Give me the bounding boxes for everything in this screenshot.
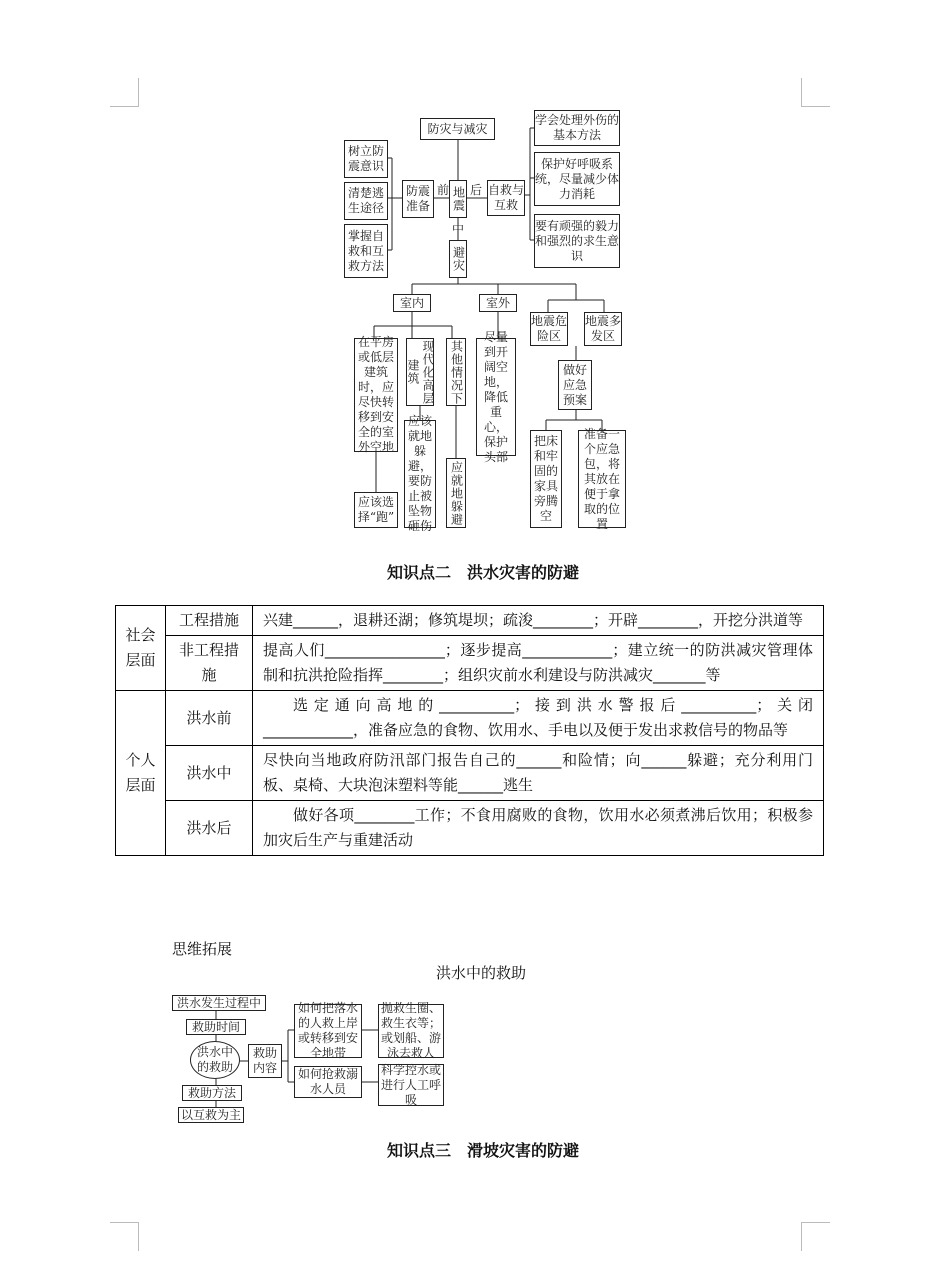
rescue-time-node [186,1019,246,1035]
content-cell: 选定通向高地的__________；接到洪水警报后__________；关闭____________，准备应急的食物、饮用水、手电以及便于发出求救信号的物品等 [253,691,824,746]
content-cell: 尽快向当地政府防汛部门报告自己的______和险情；向______躲避；充分利用门板、桌椅、大块泡沫塑料等能______逃生 [253,746,824,801]
sub-category-cell: 非工程措施 [166,636,253,691]
section-3-title: 知识点三 滑坡灾害的防避 [387,1141,580,1160]
sub-category-cell: 洪水前 [166,691,253,746]
outdoor-advice-label: 尽量到开阔空地，降低重心，保护头部 [483,329,508,464]
rescue-method-label: 救助方法 [187,1085,236,1100]
personal-level-cell: 个人层面 [116,691,166,856]
rescue-method-node [182,1085,242,1101]
rescue-center-node [190,1041,240,1079]
right-item-2-label: 保护好呼吸系统，尽量减少体力消耗 [535,156,620,201]
rescue-center-label: 洪水中的救助 [197,1045,234,1074]
rescue-answer-1 [378,1001,444,1060]
before-node-label: 防震准备 [405,184,430,213]
rescue-mutual-label: 以互救为主 [180,1107,241,1122]
left-item-2-label: 清楚逃生途径 [347,186,384,215]
corner-mark-bottom-right [801,1222,830,1251]
plan-furniture-label: 把床和牢固的家具旁腾空 [533,434,558,523]
left-item-1-label: 树立防震意识 [347,144,384,173]
rescue-answer-1-label: 抛救生圈、救生衣等；或划船、游泳去救人 [380,1001,441,1060]
danger-zone-label: 地震危险区 [531,314,568,343]
indoor-low-building-label: 在平房或低层建筑时，应尽快转移到安全的室外空地 [357,335,394,454]
before-label: 前 [437,183,450,197]
indoor-node-label: 室内 [399,295,424,310]
content-cell: 兴建______，退耕还湖；修筑堤坝；疏浚________；开辟________，开挖分洪道等 [253,606,824,636]
after-node-label: 自救与互救 [488,183,525,212]
section-2-title: 知识点二 洪水灾害的防避 [387,563,580,582]
rescue-answer-2 [378,1064,444,1106]
rescue-question-2-label: 如何抢救溺水人员 [297,1067,358,1096]
corner-mark-bottom-left [110,1222,139,1251]
rescue-question-1-label: 如何把落水的人救上岸或转移到安全地带 [297,1001,358,1060]
thinking-expansion-label: 思维拓展 [172,940,233,958]
indoor-high-building-sub-label: 应该就地躲避，要防止被坠物砸伤 [407,414,432,533]
rescue-process-label: 洪水发生过程中 [176,995,261,1010]
indoor-other-sub-label: 应就地躲避 [449,460,464,526]
flood-rescue-title: 洪水中的救助 [436,964,527,982]
outdoor-node-label: 室外 [485,295,510,310]
sub-category-cell: 洪水中 [166,746,253,801]
root-node-label: 防灾与减灾 [427,121,488,136]
rescue-content-label: 救助内容 [252,1046,277,1075]
frequent-zone-label: 地震多发区 [585,314,622,343]
rescue-question-1 [294,1001,362,1060]
right-item-3-label: 要有顽强的毅力和强烈的求生意识 [535,218,620,263]
rescue-mutual-node [178,1107,244,1123]
social-level-cell: 社会层面 [116,606,166,691]
rescue-content-node [248,1044,282,1078]
left-item-3-label: 掌握自救和互救方法 [347,228,384,273]
rescue-question-2 [294,1066,362,1098]
indoor-other-label: 其他情况下 [449,339,464,405]
after-label: 后 [470,183,483,197]
sub-category-cell: 工程措施 [166,606,253,636]
indoor-high-building-label: 现代化高层建筑 [406,339,435,405]
earthquake-node-label: 地震 [451,186,466,212]
sub-category-cell: 洪水后 [166,801,253,856]
mid-label: 中 [452,222,465,236]
indoor-low-building-sub-label: 应该选择“跑” [357,495,395,524]
rescue-time-label: 救助时间 [191,1019,240,1034]
right-item-1-label: 学会处理外伤的基本方法 [535,113,620,142]
content-cell: 做好各项________工作；不食用腐败的食物，饮用水必须煮沸后饮用；积极参加灾后生产与重建活动 [253,801,824,856]
rescue-answer-2-label: 科学控水或进行人工呼吸 [380,1062,441,1107]
plan-emergency-bag-label: 准备一个应急包，将其放在便于拿取的位置 [583,426,620,531]
avoid-node-label: 避灾 [451,246,466,272]
content-cell: 提高人们________________；逐步提高____________；建立统一的防洪减灾管理体制和抗洪抢险指挥________；组织灾前水利建设与防洪减灾_______等 [253,636,824,691]
plan-node-label: 做好应急预案 [562,362,587,407]
rescue-process-node [172,995,266,1011]
